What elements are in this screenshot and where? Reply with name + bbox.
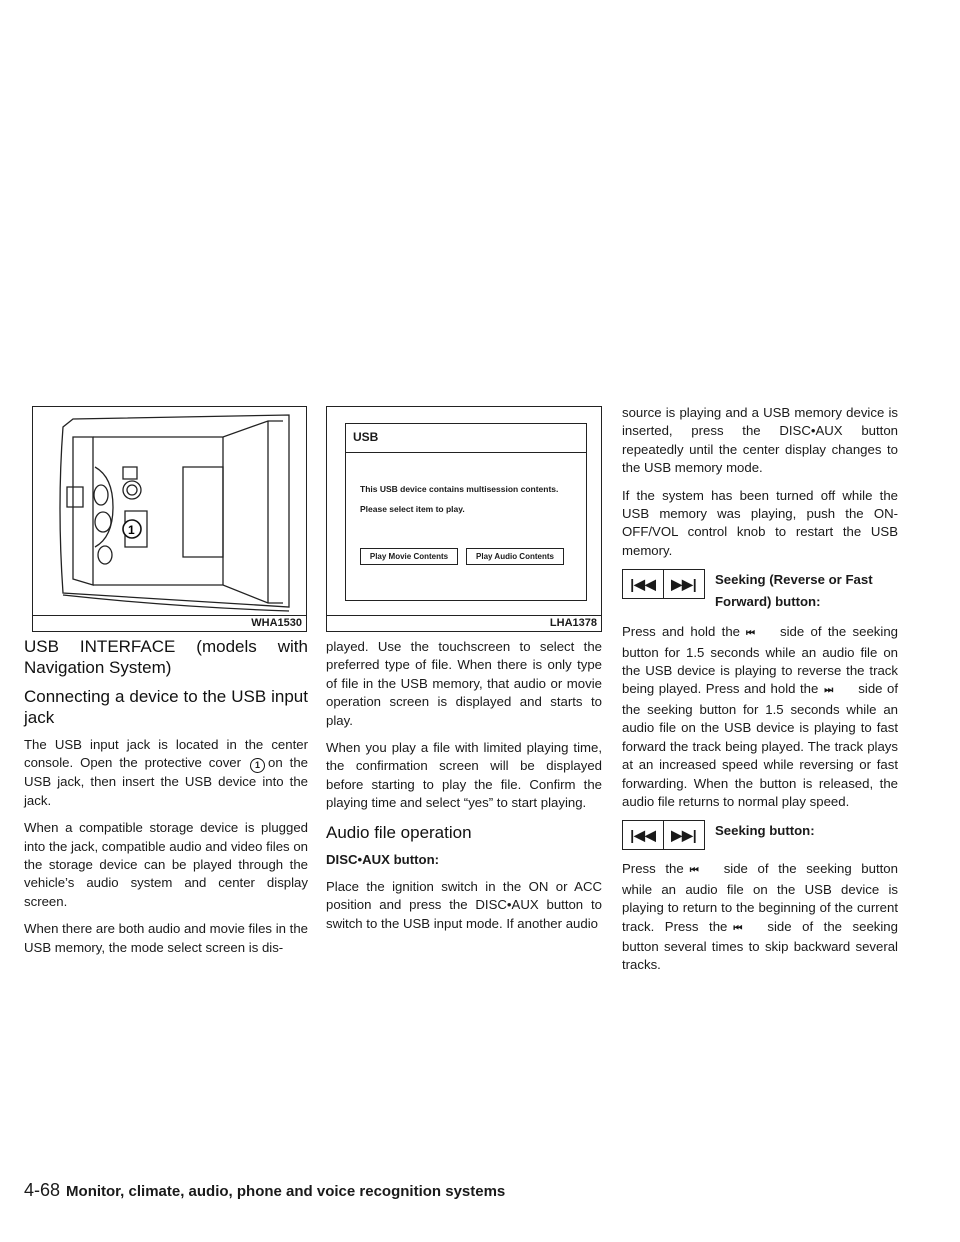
seek-button-pair (622, 820, 705, 850)
paragraph: The USB input jack is located in the center console. Open the protective cover 1 on the USB jack, then insert the USB device into the jack. (24, 737, 308, 808)
screen-divider (346, 452, 586, 453)
seek-ff-block (622, 569, 898, 613)
page-footer (24, 1180, 505, 1201)
disc-aux-heading: DISC•AUX button: (326, 851, 440, 867)
section-name: Monitor, climate, audio, phone and voice recognition systems (66, 1183, 506, 1200)
paragraph: If the system has been turned off while the USB memory was playing, push the ON-OFF/VOL control knob to restart the USB memory. (622, 487, 898, 558)
seek-button-pair (622, 569, 705, 599)
callout-number: 1 (128, 523, 135, 537)
next-track-icon: ▶▶| (663, 570, 704, 598)
subsection-title: Audio file operation (326, 822, 472, 842)
screen-message-2: Please select item to play. (360, 504, 465, 514)
paragraph: Press the ⏮ side of the seeking button while an audio file on the USB device is playing to return to the beginning of the current track. Press the ⏮ side of the seeking button several times to skip backward several tracks. (622, 861, 898, 973)
next-track-icon: ⏭ (824, 685, 833, 697)
column-3 (622, 404, 898, 984)
seek-heading: Seeking button: (715, 823, 815, 839)
page-number: 4-68 (24, 1180, 61, 1200)
console-illustration (33, 407, 305, 615)
figure-code: LHA1378 (327, 615, 601, 631)
figure-code: WHA1530 (33, 615, 306, 631)
figure-usb-screen (326, 406, 602, 632)
seek-block (622, 820, 898, 850)
paragraph: When there are both audio and movie files in the USB memory, the mode select screen is dis- (24, 921, 308, 955)
prev-track-icon: |◀◀ (630, 576, 656, 593)
paragraph: Press and hold the ⏮ side of the seeking button for 1.5 seconds while an audio file on the USB device is playing to reverse the track being played. Press and hold the ⏭ side of the seeking button for 1.5 seconds while an audio file on the USB device is playing to fast forward the track being played. The track plays at an increased speed while reversing or fast forwarding. When the button is released, the audio file returns to normal play speed. (622, 624, 898, 809)
seek-ff-heading: Seeking (Reverse or Fast Forward) button: (715, 572, 873, 610)
paragraph: Place the ignition switch in the ON or ACC position and press the DISC•AUX button to switch to the USB input mode. If another audio (326, 879, 602, 931)
figure-usb-jack (32, 406, 307, 632)
prev-track-icon: |◀◀ (630, 827, 656, 844)
prev-track-icon: ⏮ (733, 922, 742, 934)
prev-track-icon: ⏮ (746, 628, 754, 640)
section-title: USB INTERFACE (models with Navigation System) (24, 637, 308, 677)
paragraph: When you play a file with limited playing time, the confirmation screen will be displayed before starting to play the file. Confirm the playing time and select “yes” to start playing. (326, 740, 602, 811)
subsection-title: Connecting a device to the USB input jack (24, 687, 308, 727)
screen-frame (345, 423, 587, 601)
prev-track-icon: ⏮ (689, 865, 698, 877)
play-audio-button[interactable]: Play Audio Contents (466, 548, 564, 565)
play-movie-button[interactable]: Play Movie Contents (360, 548, 458, 565)
paragraph: source is playing and a USB memory device is inserted, press the DISC•AUX button repeatedly until the center display changes to the USB memory mode. (622, 405, 898, 476)
paragraph: played. Use the touchscreen to select the preferred type of file. When there is only type of file in the USB memory, that audio or movie operation screen is displayed and starts to play. (326, 639, 602, 728)
screen-message-1: This USB device contains multisession contents. (360, 484, 559, 494)
column-1 (24, 636, 308, 966)
next-track-icon: ▶▶| (663, 821, 704, 849)
screen-title: USB (353, 430, 379, 444)
callout-icon: 1 (250, 758, 265, 773)
column-2 (326, 638, 602, 942)
paragraph: When a compatible storage device is plugged into the jack, compatible audio and video files on the storage device can be played through the vehicle’s audio system and center display screen. (24, 820, 308, 909)
